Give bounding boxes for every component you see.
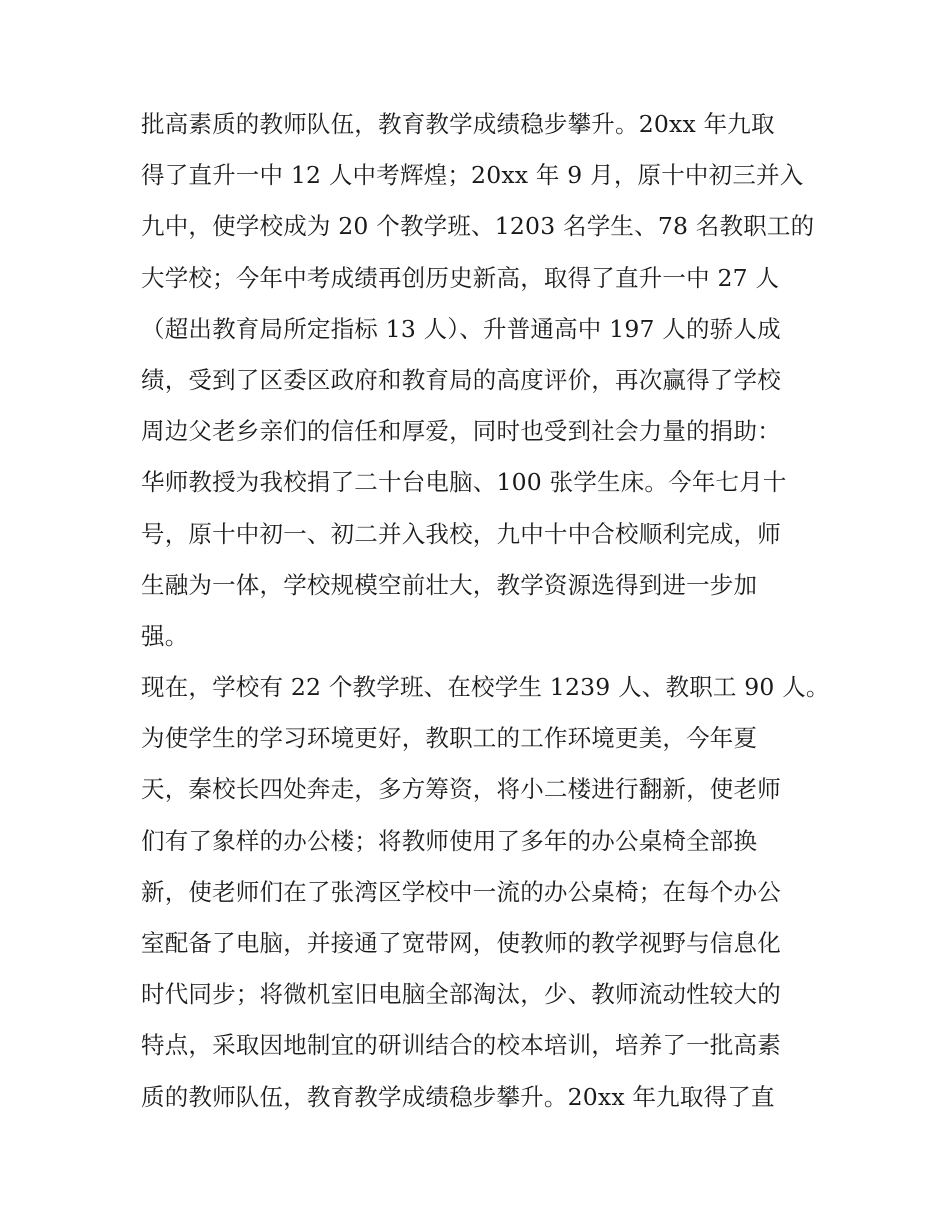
- text-line: 质的教师队伍，教育教学成绩稳步攀升。20xx 年九取得了直: [141, 1082, 775, 1111]
- text-line: 天，秦校长四处奔走，多方筹资，将小二楼进行翻新，使老师: [141, 775, 781, 804]
- text-line: 生融为一体，学校规模空前壮大，教学资源选得到进一步加: [141, 570, 758, 599]
- text-line: 大学校；今年中考成绩再创历史新高，取得了直升一中 27 人: [141, 263, 780, 292]
- text-line: 时代同步；将微机室旧电脑全部淘汰，少、教师流动性较大的: [141, 980, 781, 1009]
- text-line: 华师教授为我校捐了二十台电脑、100 张学生床。今年七月十: [141, 468, 787, 497]
- text-line: （超出教育局所定指标 13 人）、升普通高中 197 人的骄人成: [141, 314, 781, 343]
- text-line: 强。: [141, 621, 189, 650]
- text-line: 特点，采取因地制宜的研训结合的校本培训，培养了一批高素: [141, 1031, 781, 1060]
- text-line: 现在，学校有 22 个教学班、在校学生 1239 人、教职工 90 人。: [141, 673, 830, 702]
- body-text: [141, 99, 830, 1123]
- text-line: 们有了象样的办公楼；将教师使用了多年的办公桌椅全部换: [141, 826, 758, 855]
- text-line: 为使学生的学习环境更好，教职工的工作环境更美，今年夏: [141, 724, 758, 753]
- text-line: 室配备了电脑，并接通了宽带网，使教师的教学视野与信息化: [141, 929, 781, 957]
- text-line: 绩，受到了区委区政府和教育局的高度评价，再次赢得了学校: [141, 365, 781, 394]
- text-line: 周边父老乡亲们的信任和厚爱，同时也受到社会力量的捐助：: [141, 417, 781, 446]
- text-line: 号，原十中初一、初二并入我校，九中十中合校顺利完成，师: [141, 519, 781, 548]
- text-line: 得了直升一中 12 人中考辉煌；20xx 年 9 月，原十中初三并入: [141, 161, 804, 190]
- text-line: 九中，使学校成为 20 个教学班、1203 名学生、78 名教职工的: [141, 212, 815, 241]
- text-line: 新，使老师们在了张湾区学校中一流的办公桌椅；在每个办公: [141, 877, 781, 906]
- text-line: 批高素质的教师队伍，教育教学成绩稳步攀升。20xx 年九取: [141, 110, 775, 138]
